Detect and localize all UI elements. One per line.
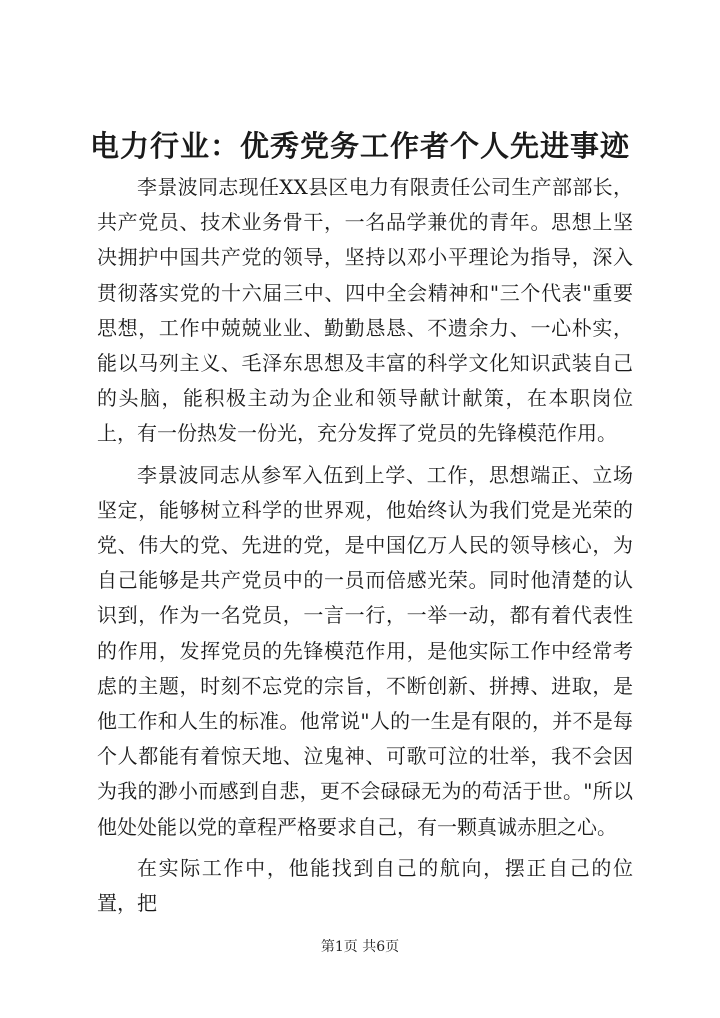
paragraph-3: 在实际工作中，他能找到自己的航向，摆正自己的位置，把 [97,855,633,916]
document-title: 电力行业：优秀党务工作者个人先进事迹 [89,129,630,163]
page-footer [0,938,720,956]
document-body [97,170,633,921]
page-number-indicator: 第1页 共6页 [320,939,400,955]
paragraph-2: 李景波同志从参军入伍到上学、工作，思想端正、立场坚定，能够树立科学的世界观，他始终认为我们党是光荣的党、伟大的党、先进的党，是中国亿万人民的领导核心，为自己能够是共产党员中的一员而倍感光荣。同时他清楚的认识到，作为一名党员，一言一行，一举一动，都有着代表性的作用，发挥党员的先锋模范作用，是他实际工作中经常考虑的主题，时刻不忘党的宗旨，不断创新、拼搏、进取，是他工作和人生的标准。他常说"人的一生是有限的，并不是每个人都能有着惊天地、泣鬼神、可歌可泣的壮举，我不会因为我的渺小而感到自悲，更不会碌碌无为的苟活于世。"所以他处处能以党的章程严格要求自己，有一颗真诚赤胆之心。 [97,462,633,839]
paragraph-1: 李景波同志现任XX县区电力有限责任公司生产部部长，共产党员、技术业务骨干，一名品学兼优的青年。思想上坚决拥护中国共产党的领导，坚持以邓小平理论为指导，深入贯彻落实党的十六届三中、四中全会精神和"三个代表"重要思想，工作中兢兢业业、勤勤恳恳、不遗余力、一心朴实，能以马列主义、毛泽东思想及丰富的科学文化知识武装自己的头脑，能积极主动为企业和领导献计献策，在本职岗位上，有一份热发一份光，充分发挥了党员的先锋模范作用。 [97,175,633,446]
